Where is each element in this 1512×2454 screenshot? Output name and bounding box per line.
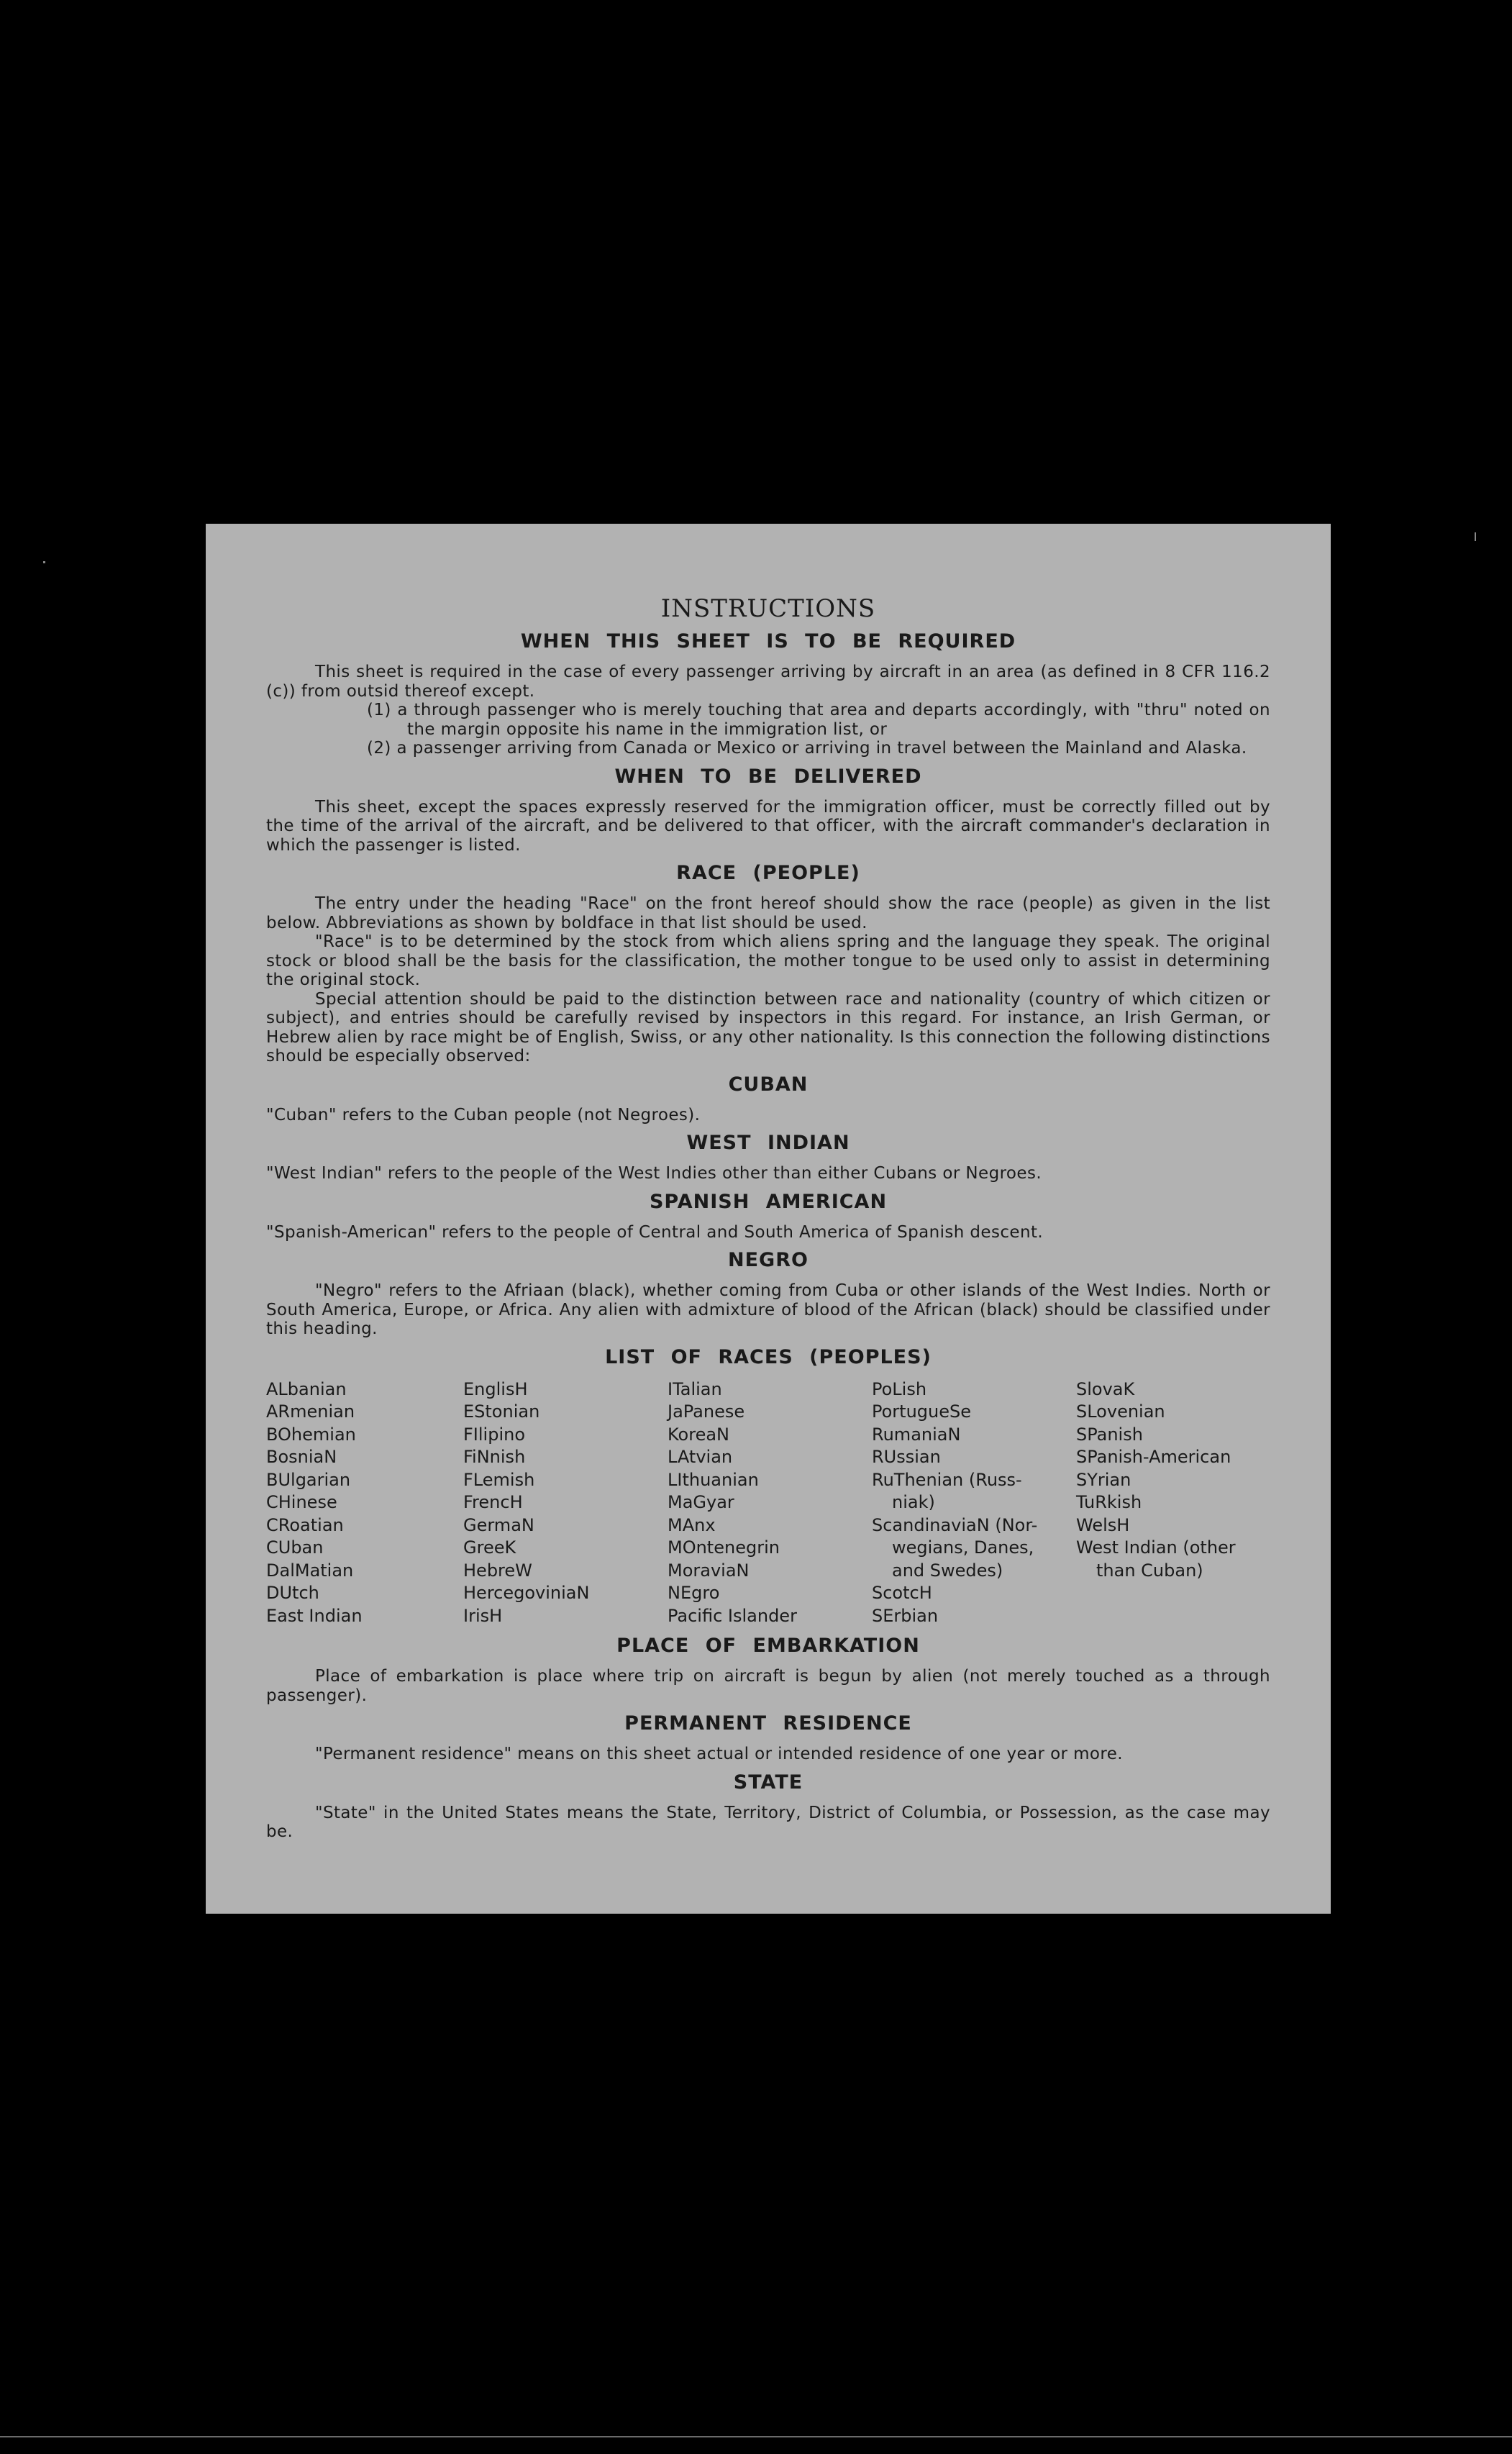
race-entry: CUban [266,1537,324,1558]
heading-negro: NEGRO [728,1249,809,1271]
race-entry: MAnx [668,1514,716,1535]
race-entry: EStonian [463,1401,540,1422]
race-entry: BosniaN [266,1447,337,1467]
race-entry: MaGyar [668,1492,734,1512]
races-column-4 [872,1378,1076,1628]
race-entry: SlovaK [1076,1378,1135,1399]
exception-item-2: (2) a passenger arriving from Canada or Mexico or arriving in travel between the Mainland and Alaska. [367,739,1247,758]
race-entry: BOhemian [266,1424,356,1445]
race-entry: East Indian [266,1605,363,1626]
heading-state: STATE [733,1771,803,1794]
heading-when-delivered: WHEN TO BE DELIVERED [614,765,922,788]
race-entry: HebreW [463,1560,532,1581]
race-entry: CHinese [266,1492,337,1512]
race-entry: FrencH [463,1492,523,1512]
race-entry: SYrian [1076,1469,1131,1490]
race-entry: LIthuanian [668,1469,759,1490]
scan-mark [43,561,45,563]
paragraph-race-3: Special attention should be paid to the distinction between race and nationality (country of which citizen or subject), and entries should be carefully revised by inspectors in this regard. For instance, an Irish German, or Hebrew alien by race might be of English, Swiss, or any other nationality. Is this connection the following distinctions should be especially observed: [266,989,1270,1065]
race-entry: PoLish [872,1378,927,1399]
heading-list-of-races: LIST OF RACES (PEOPLES) [605,1345,932,1368]
race-entry: West Indian (other [1076,1537,1236,1558]
paragraph-when-required: This sheet is required in the case of every passenger arriving by aircraft in an area (as defined in 8 CFR 116.2 (c)) from outsid thereof except. [266,663,1270,701]
heading-race: RACE (PEOPLE) [676,862,860,884]
race-entry: TuRkish [1076,1492,1142,1512]
heading-when-required: WHEN THIS SHEET IS TO BE REQUIRED [520,630,1016,653]
race-entry: FLemish [463,1469,535,1490]
race-entry: NEgro [668,1583,720,1603]
race-entry: and Swedes) [892,1560,1003,1581]
race-entry: HercegoviniaN [463,1583,590,1603]
scan-mark [1475,532,1476,541]
paragraph-race-1: The entry under the heading "Race" on the front hereof should show the race (people) as given in the list below. Abbreviations as shown by boldface in that list should be used. [266,894,1270,932]
paragraph-permanent-residence: "Permanent residence" means on this sheet actual or intended residence of one year or more. [315,1745,1123,1763]
paragraph-embarkation: Place of embarkation is place where trip on aircraft is begun by alien (not merely touched as a through passenger). [266,1667,1270,1705]
race-entry: ITalian [668,1378,722,1399]
race-entry: FIlipino [463,1424,526,1445]
heading-spanish-american: SPANISH AMERICAN [649,1190,888,1213]
heading-west-indian: WEST INDIAN [686,1132,850,1154]
race-entry: ALbanian [266,1378,347,1399]
race-entry: SPanish-American [1076,1447,1231,1467]
race-entry: niak) [892,1492,935,1512]
instruction-sheet [206,524,1331,1914]
race-entry: IrisH [463,1605,503,1626]
race-entry: JaPanese [668,1401,745,1422]
race-entry: DalMatian [266,1560,354,1581]
paragraph-west-indian: "West Indian" refers to the people of the West Indies other than either Cubans or Negroes. [266,1164,1042,1183]
race-entry: ARmenian [266,1401,355,1422]
race-entry: ScotcH [872,1583,932,1603]
race-entry: FiNnish [463,1447,526,1467]
race-entry: CRoatian [266,1514,344,1535]
races-column-1 [266,1378,463,1628]
race-entry: PortugueSe [872,1401,971,1422]
scan-line [0,2436,1512,2437]
paragraph-race-2: "Race" is to be determined by the stock from which aliens spring and the language they speak. The original stock or blood shall be the basis for the classification, the mother tongue to be used only to assist in determining the original stock. [266,932,1270,989]
page-title: INSTRUCTIONS [660,594,876,623]
race-entry: MOntenegrin [668,1537,780,1558]
races-column-5 [1076,1378,1270,1628]
races-list [266,1378,1270,1628]
race-entry: GreeK [463,1537,516,1558]
heading-embarkation: PLACE OF EMBARKATION [616,1635,920,1657]
exception-item-1: (1) a through passenger who is merely touching that area and departs accordingly, with "thru" noted on the margin opposite his name in the immigration list, or [367,701,1270,739]
race-entry: ScandinaviaN (Nor- [872,1514,1038,1535]
heading-cuban: CUBAN [728,1073,809,1096]
heading-permanent-residence: PERMANENT RESIDENCE [624,1712,912,1735]
race-entry: SLovenian [1076,1401,1165,1422]
race-entry: LAtvian [668,1447,733,1467]
paragraph-spanish-american: "Spanish-American" refers to the people of Central and South America of Spanish descent. [266,1222,1044,1242]
race-entry: MoraviaN [668,1560,750,1581]
race-entry: wegians, Danes, [892,1537,1034,1558]
race-entry: SErbian [872,1605,939,1626]
paragraph-state: "State" in the United States means the State, Territory, District of Columbia, or Possession, as the case may be. [266,1803,1270,1841]
race-entry: RuThenian (Russ- [872,1469,1022,1490]
race-entry: GermaN [463,1514,534,1535]
race-entry: RUssian [872,1447,941,1467]
races-column-3 [668,1378,872,1628]
paragraph-negro: "Negro" refers to the Afriaan (black), whether coming from Cuba or other islands of the West Indies. North or South America, Europe, or Africa. Any alien with admixture of blood of the African (black) should be classified under this heading. [266,1281,1270,1338]
race-entry: DUtch [266,1583,319,1603]
race-entry: RumaniaN [872,1424,961,1445]
races-column-2 [463,1378,668,1628]
race-entry: Pacific Islander [668,1605,797,1626]
paragraph-when-delivered: This sheet, except the spaces expressly reserved for the immigration officer, must be correctly filled out by the time of the arrival of the aircraft, and be delivered to that officer, with the aircraft commander's declaration in which the passenger is listed. [266,797,1270,855]
race-entry: SPanish [1076,1424,1143,1445]
paragraph-cuban: "Cuban" refers to the Cuban people (not Negroes). [266,1105,701,1124]
race-entry: WelsH [1076,1514,1130,1535]
race-entry: BUlgarian [266,1469,351,1490]
race-entry: KoreaN [668,1424,729,1445]
race-entry: than Cuban) [1096,1560,1203,1581]
race-entry: EnglisH [463,1378,528,1399]
